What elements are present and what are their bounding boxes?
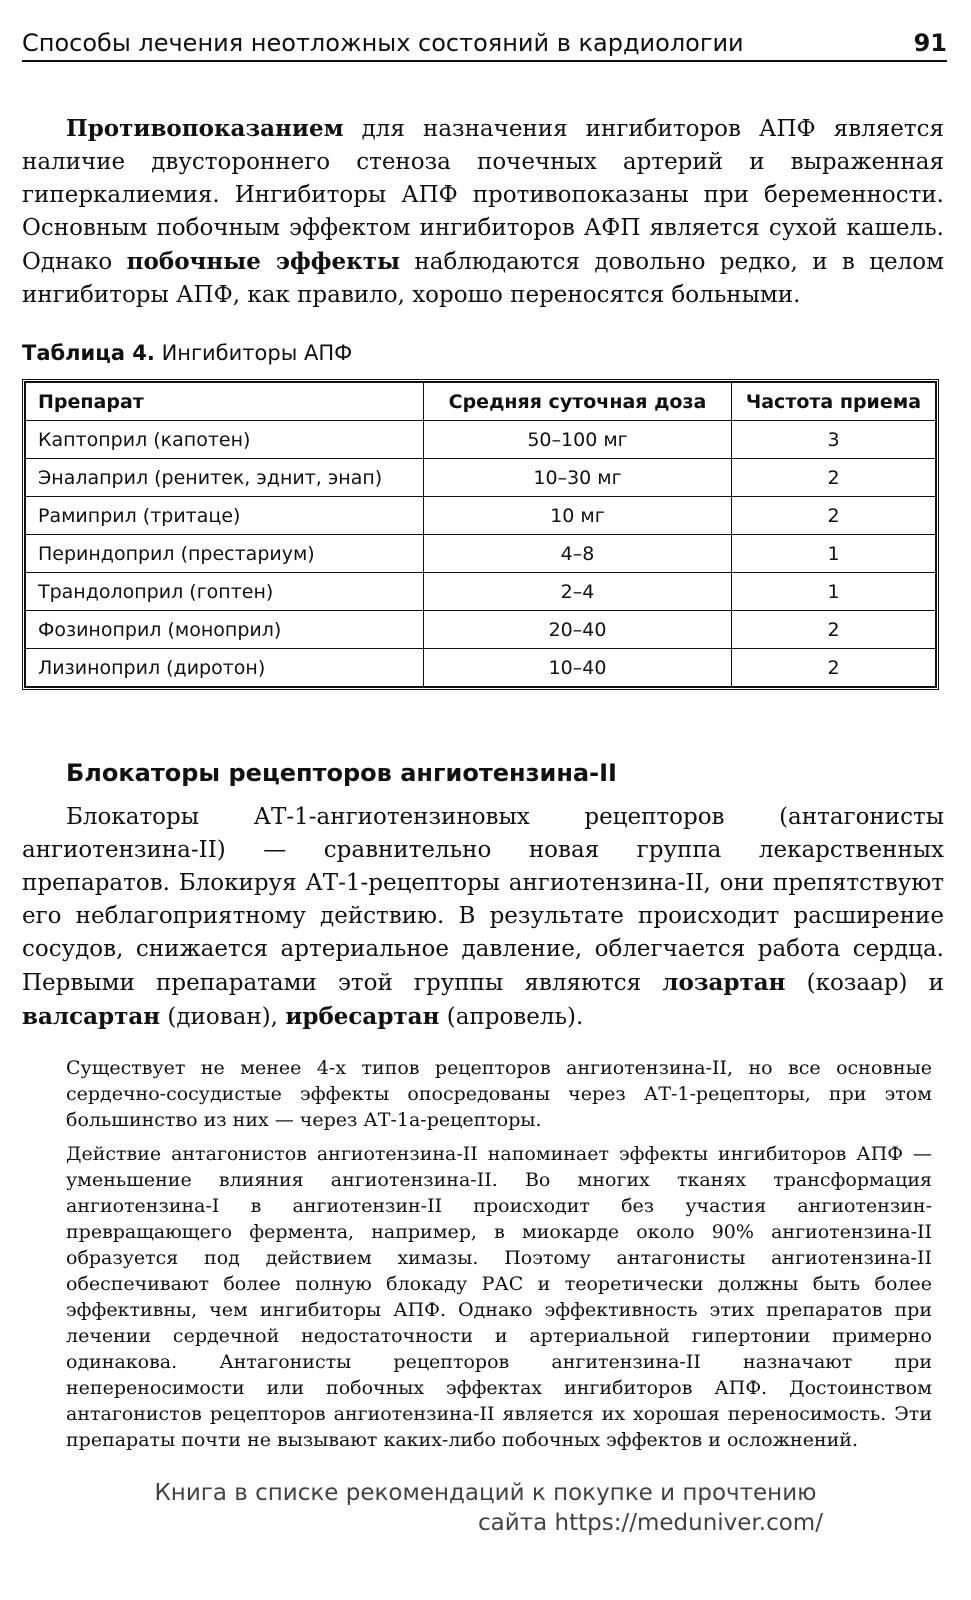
table-caption-text: Ингибиторы АПФ [154, 341, 353, 365]
cell-frequency: 1 [732, 573, 936, 611]
cell-dose: 50–100 мг [424, 421, 732, 459]
intro-paragraph [22, 112, 944, 312]
table-caption-number: Таблица 4. [22, 341, 155, 365]
cell-dose: 20–40 [424, 611, 732, 649]
section-text-4: (апровель). [439, 1004, 584, 1030]
small-print-paragraph-2: Действие антагонистов ангиотензина-II напоминает эффекты ингибиторов АПФ — уменьшение влияния ангиотензина-II. Во многих тканях трансформация ангиотензина-I в ангиотензин-II происходит без участия ангиотензин-превращающего фермента, например, в миокарде около 90% ангиотензина-II образуется под действием химазы. Поэтому антагонисты ангиотензина-II обеспечивают более полную блокаду РАС и теоретически должны быть более эффективны, чем ингибиторы АПФ. Однако эффективность этих препаратов при лечении сердечной недостаточности и артериальной гипертонии примерно одинакова. Антагонисты рецепторов ангитензина-II назначают при непереносимости или побочных эффектах ингибиторов АПФ. Достоинством антагонистов рецепторов ангиотензина-II является их хорошая переносимость. Эти препараты почти не вызывают каких-либо побочных эффектов и осложнений. [66, 1143, 932, 1451]
section-text-3: (диован), [160, 1004, 286, 1030]
header-dose: Средняя суточная доза [424, 383, 732, 421]
cell-drug: Эналаприл (ренитек, эднит, энап) [26, 459, 424, 497]
cell-frequency: 2 [732, 497, 936, 535]
cell-dose: 2–4 [424, 573, 732, 611]
table-row [26, 497, 936, 535]
running-head [22, 26, 947, 62]
table-caption [22, 338, 352, 368]
table-row [26, 611, 936, 649]
cell-drug: Фозиноприл (моноприл) [26, 611, 424, 649]
cell-frequency: 1 [732, 535, 936, 573]
intro-text-1: для назначения ингибиторов АПФ является наличие двустороннего стеноза почечных артерий и выраженная гиперкалиемия. Ингибиторы АПФ противопоказаны при беременности. Основным побочным эффектом ингибиторов АФП является сухой кашель. Однако [22, 116, 944, 275]
section-text-1: Блокаторы АТ-1-ангиотензиновых рецепторов (антагонисты ангиотензина-II) — сравнительно новая группа лекарственных препаратов. Блокируя АТ-1-рецепторы ангиотензина-II, они препятствуют его неблагоприятному действию. В результате происходит расширение сосудов, снижается артериальное давление, облегчается работа сердца. Первыми препаратами этой группы являются [22, 804, 944, 996]
table-header-row [26, 383, 936, 421]
cell-frequency: 2 [732, 459, 936, 497]
watermark [0, 1478, 971, 1538]
drug-losartan: лозартан [662, 969, 786, 996]
table-row [26, 459, 936, 497]
section-paragraph [22, 801, 944, 1034]
cell-dose: 10–30 мг [424, 459, 732, 497]
term-side-effects: побочные эффекты [126, 248, 401, 275]
header-frequency: Частота приема [732, 383, 936, 421]
watermark-line-2: сайта https://meduniver.com/ [478, 1510, 823, 1536]
term-contraindication: Противопоказанием [66, 115, 344, 142]
ace-inhibitors-table [22, 379, 939, 690]
drug-irbesartan: ирбесартан [285, 1003, 440, 1030]
watermark-line-1: Книга в списке рекомендаций к покупке и прочтению [154, 1480, 817, 1506]
cell-frequency: 2 [732, 611, 936, 649]
cell-dose: 4–8 [424, 535, 732, 573]
cell-dose: 10–40 [424, 649, 732, 687]
cell-frequency: 3 [732, 421, 936, 459]
section-heading: Блокаторы рецепторов ангиотензина-II [66, 759, 617, 787]
chapter-title: Способы лечения неотложных состояний в кардиологии [22, 29, 744, 57]
small-print-paragraph-1: Существует не менее 4-х типов рецепторов ангиотензина-II, но все основные сердечно-сосудистые эффекты опосредованы через АТ-1-рецепторы, при этом большинство из них — через АТ-1а-рецепторы. [66, 1057, 932, 1131]
table-row [26, 535, 936, 573]
intro-text-2: наблюдаются довольно редко, и в целом ингибиторы АПФ, как правило, хорошо переносятся больными. [22, 249, 945, 308]
section-text-2: (козаар) и [785, 970, 945, 996]
page-number: 91 [913, 29, 947, 57]
cell-drug: Периндоприл (престариум) [26, 535, 424, 573]
cell-dose: 10 мг [424, 497, 732, 535]
table-row [26, 421, 936, 459]
table-row [26, 649, 936, 687]
cell-frequency: 2 [732, 649, 936, 687]
cell-drug: Каптоприл (капотен) [26, 421, 424, 459]
header-drug: Препарат [26, 383, 424, 421]
cell-drug: Рамиприл (тритаце) [26, 497, 424, 535]
table-row [26, 573, 936, 611]
cell-drug: Трандолоприл (гоптен) [26, 573, 424, 611]
drugs-table [25, 382, 936, 687]
cell-drug: Лизиноприл (диротон) [26, 649, 424, 687]
drug-valsartan: валсартан [22, 1003, 161, 1030]
